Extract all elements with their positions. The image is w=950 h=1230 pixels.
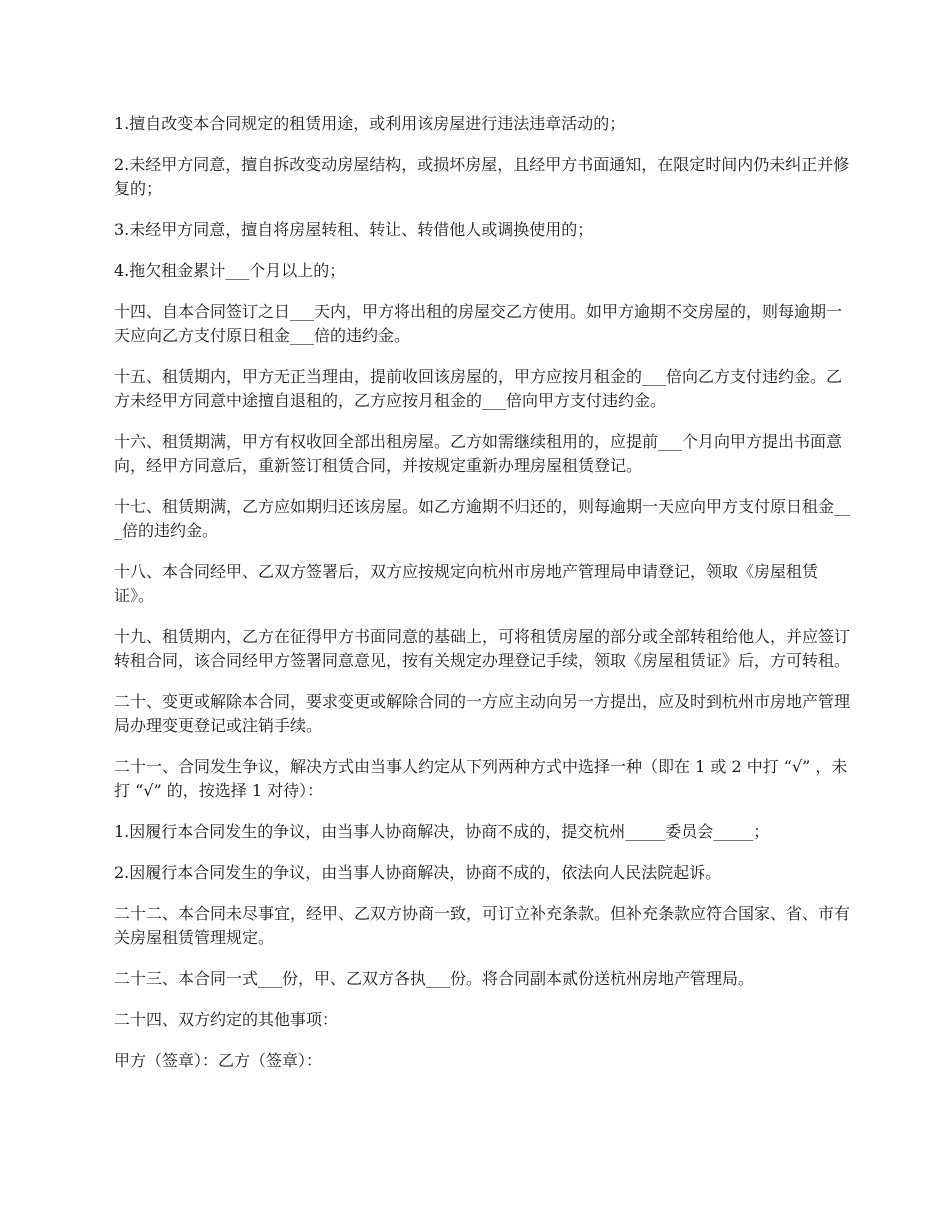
clause-19: 十九、租赁期内，乙方在征得甲方书面同意的基础上，可将租赁房屋的部分或全部转租给他人，并应签订转租合同，该合同经甲方签署同意意见，按有关规定办理登记手续，领取《房屋租赁证》后，方可转租。 [114, 627, 851, 670]
clause-breach-1: 1.擅自改变本合同规定的租赁用途，或利用该房屋进行违法违章活动的； [114, 114, 626, 133]
clause-21-option-2: 2.因履行本合同发生的争议，由当事人协商解决，协商不成的，依法向人民法院起诉。 [114, 863, 722, 882]
clause-21: 二十一、合同发生争议，解决方式由当事人约定从下列两种方式中选择一种（即在 1 或 2 中打 “√” ，未打 “√” 的，按选择 1 对待）： [114, 757, 848, 800]
clause-15: 十五、租赁期内，甲方无正当理由，提前收回该房屋的，甲方应按月租金的___倍向乙方支付违约金。乙方未经甲方同意中途擅自退租的，乙方应按月租金的___倍向甲方支付违约金。 [114, 367, 843, 410]
clause-14: 十四、自本合同签订之日___天内，甲方将出租的房屋交乙方使用。如甲方逾期不交房屋的，则每逾期一天应向乙方支付原日租金___倍的违约金。 [114, 302, 843, 345]
clause-breach-2: 2.未经甲方同意，擅自拆改变动房屋结构，或损坏房屋，且经甲方书面通知，在限定时间内仍未纠正并修复的； [114, 155, 850, 198]
contract-body [114, 112, 854, 1090]
clause-21-option-1: 1.因履行本合同发生的争议，由当事人协商解决，协商不成的，提交杭州_____委员会_____； [114, 822, 770, 841]
clause-17: 十七、租赁期满，乙方应如期归还该房屋。如乙方逾期不归还的，则每逾期一天应向甲方支付原日租金___倍的违约金。 [114, 497, 851, 540]
clause-breach-3: 3.未经甲方同意，擅自将房屋转租、转让、转借他人或调换使用的； [114, 220, 594, 239]
clause-24: 二十四、双方约定的其他事项： [114, 1010, 339, 1029]
clause-23: 二十三、本合同一式___份，甲、乙双方各执___份。将合同副本贰份送杭州房地产管理局。 [114, 969, 755, 988]
signature-line: 甲方（签章）：乙方（签章）： [114, 1051, 323, 1070]
clause-16: 十六、租赁期满，甲方有权收回全部出租房屋。乙方如需继续租用的，应提前___个月向甲方提出书面意向，经甲方同意后，重新签订租赁合同，并按规定重新办理房屋租赁登记。 [114, 432, 843, 475]
clause-20: 二十、变更或解除本合同，要求变更或解除合同的一方应主动向另一方提出，应及时到杭州市房地产管理局办理变更登记或注销手续。 [114, 692, 851, 735]
clause-22: 二十二、本合同未尽事宜，经甲、乙双方协商一致，可订立补充条款。但补充条款应符合国家、省、市有关房屋租赁管理规定。 [114, 904, 851, 947]
clause-18: 十八、本合同经甲、乙双方签署后，双方应按规定向杭州市房地产管理局申请登记，领取《房屋租赁证》。 [114, 562, 819, 605]
clause-breach-4: 4.拖欠租金累计___个月以上的； [114, 261, 346, 280]
